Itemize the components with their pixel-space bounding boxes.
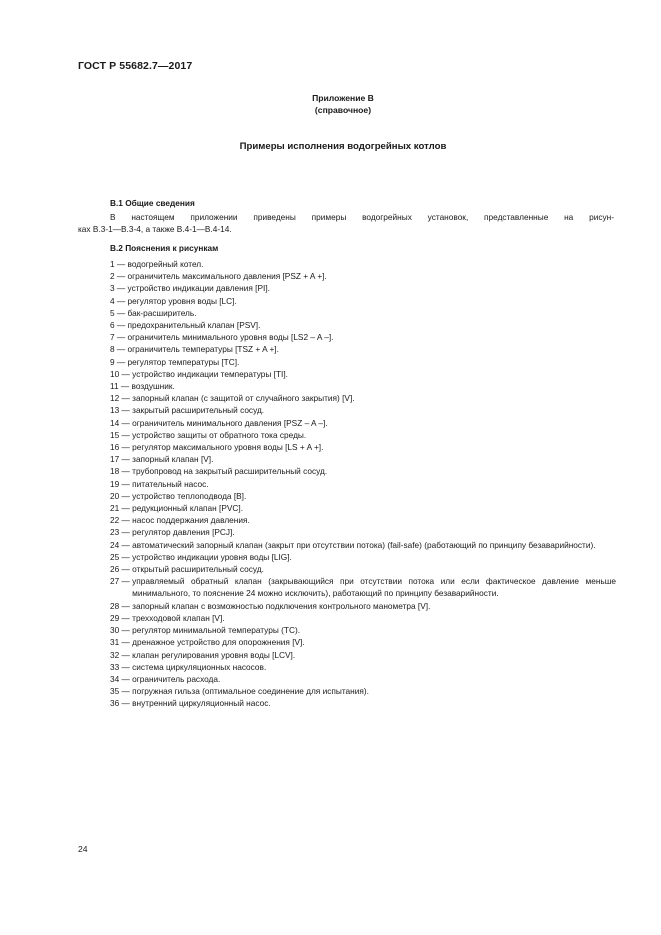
document-code: ГОСТ Р 55682.7—2017 [78, 60, 193, 72]
legend-item-text: открытый расширительный сосуд. [132, 564, 264, 575]
legend-item-number: 24 — [110, 539, 133, 550]
legend-item [110, 697, 616, 709]
legend-item-number: 12 — [110, 393, 133, 404]
legend-item-number: 18 — [110, 466, 133, 477]
legend-item [110, 368, 616, 380]
legend-item-text: ограничитель расхода. [132, 673, 221, 684]
section-heading-explanations: В.2 Пояснения к рисункам [110, 243, 219, 253]
legend-item-text: устройство теплоподвода [B]. [132, 490, 247, 501]
annex-label: Приложение В [312, 93, 374, 103]
legend-item [110, 649, 616, 661]
section-heading-general: В.1 Общие сведения [110, 198, 195, 208]
legend-item [110, 307, 616, 319]
legend-item [110, 514, 616, 526]
legend-item [110, 343, 616, 355]
legend-item [110, 661, 616, 673]
legend-item-text: питательный насос. [132, 478, 209, 489]
annex-title: Примеры исполнения водогрейных котлов [239, 141, 447, 152]
legend-item-number: 11 — [110, 381, 132, 392]
legend-item-text: ограничитель температуры [TSZ + A +]. [127, 344, 279, 355]
legend-item-text: устройство индикации температуры [TI]. [132, 368, 288, 379]
legend-item-number: 10 — [110, 368, 133, 379]
legend-item [110, 539, 616, 551]
legend-item [110, 624, 616, 636]
legend-item-text: предохранительный клапан [PSV]. [127, 320, 261, 331]
legend-item [110, 673, 616, 685]
legend-item-number: 19 — [110, 478, 133, 489]
legend-item [110, 685, 616, 697]
legend-item [110, 404, 616, 416]
legend-item-number: 21 — [110, 503, 133, 514]
annex-header [250, 93, 436, 116]
legend-item-text: бак-расширитель. [127, 307, 197, 318]
legend-item [110, 502, 616, 514]
legend-item [110, 356, 616, 368]
legend-item-number: 25 — [110, 551, 133, 562]
legend-item-number: 15 — [110, 429, 133, 440]
legend-item [110, 429, 616, 441]
legend-item [110, 380, 616, 392]
legend-item [110, 319, 616, 331]
legend-item [110, 258, 616, 270]
legend-item-text: трубопровод на закрытый расширительный сосуд. [132, 466, 328, 477]
legend-item-text: регулятор минимальной температуры (TC). [132, 625, 301, 636]
legend-item-text: регулятор уровня воды [LC]. [127, 295, 237, 306]
legend-item [110, 392, 616, 404]
legend-item-number: 3 — [110, 283, 128, 294]
legend-item [110, 295, 616, 307]
legend-item-text: регулятор давления [PCJ]. [132, 527, 235, 538]
legend-item-text: погружная гильза (оптимальное соединение для испытания). [132, 686, 369, 697]
legend-item-text: регулятор температуры [TC]. [127, 356, 240, 367]
legend-item-text: внутренний циркуляционный насос. [132, 698, 271, 709]
legend-item-number: 16 — [110, 442, 133, 453]
legend-item-number: 31 — [110, 637, 133, 648]
legend-item-text: дренажное устройство для опорожнения [V]. [132, 637, 305, 648]
legend-item-number: 1 — [110, 259, 128, 269]
legend-item [110, 441, 616, 453]
legend-item [110, 453, 616, 465]
legend-item [110, 563, 616, 575]
legend-item-text: ограничитель минимального уровня воды [LS2 – A –]. [127, 332, 334, 343]
legend-item-text: устройство индикации давления [PI]. [127, 283, 270, 294]
legend-item-text: закрытый расширительный сосуд. [132, 405, 265, 416]
page-number: 24 [78, 844, 88, 854]
legend-item [110, 465, 616, 477]
legend-item-text: устройство индикации уровня воды [LIG]. [132, 551, 292, 562]
legend-item-text: воздушник. [131, 381, 175, 392]
legend-item-number: 4 — [110, 295, 128, 306]
legend-item-number: 20 — [110, 490, 133, 501]
legend-item-number: 8 — [110, 344, 128, 355]
legend-item [110, 331, 616, 343]
legend-item [110, 490, 616, 502]
legend-item-number: 28 — [110, 600, 133, 611]
legend-item-text: автоматический запорный клапан (закрыт при отсутствии потока) (fail-safe) (работающий по принципу безаварийности). [132, 539, 596, 550]
legend-item [110, 575, 616, 599]
legend-item-text: клапан регулирования уровня воды [LCV]. [132, 649, 296, 660]
section-general-paragraph [78, 211, 614, 235]
legend-item-number: 34 — [110, 673, 133, 684]
legend-item-number: 6 — [110, 320, 128, 331]
legend-item [110, 600, 616, 612]
legend-item-text: управляемый обратный клапан (закрывающийся при отсутствии потока или если фактическое давление меньше минимального, то пояснение 24 можно исключить), работающий по принципу безаварийности. [132, 576, 616, 599]
legend-item [110, 417, 616, 429]
legend-item [110, 636, 616, 648]
legend-item-number: 35 — [110, 686, 133, 697]
legend-item-number: 33 — [110, 661, 133, 672]
legend-item [110, 612, 616, 624]
legend-item-number: 2 — [110, 271, 128, 282]
legend-item-text: редукционный клапан [PVC]. [132, 503, 244, 514]
legend-item-number: 14 — [110, 417, 133, 428]
legend-item-text: устройство защиты от обратного тока среды. [132, 429, 307, 440]
legend-item-text: ограничитель минимального давления [PSZ – A –]. [132, 417, 328, 428]
legend-item-number: 27 — [110, 576, 133, 587]
legend-item [110, 270, 616, 282]
legend-item-number: 36 — [110, 698, 133, 709]
legend-item-text: ограничитель максимального давления [PSZ + A +]. [127, 271, 327, 282]
legend-item-text: насос поддержания давления. [132, 515, 250, 526]
legend-item [110, 478, 616, 490]
legend-item-text: водогрейный котел. [127, 259, 204, 269]
legend-item-text: трехходовой клапан [V]. [132, 612, 225, 623]
legend-item-number: 9 — [110, 356, 128, 367]
legend-item-text: запорный клапан с возможностью подключения контрольного манометра [V]. [132, 600, 431, 611]
legend-item-number: 13 — [110, 405, 133, 416]
legend-item-number: 26 — [110, 564, 133, 575]
legend-item-number: 17 — [110, 454, 133, 465]
legend-item-number: 23 — [110, 527, 133, 538]
legend-item [110, 551, 616, 563]
legend-item-number: 32 — [110, 649, 133, 660]
legend-item-number: 30 — [110, 625, 133, 636]
legend-item-number: 22 — [110, 515, 133, 526]
legend-item-number: 7 — [110, 332, 128, 343]
paragraph-line-1: В настоящем приложении приведены примеры водогрейных установок, представленные на рисун- [110, 212, 614, 222]
legend-item-text: запорный клапан (с защитой от случайного закрытия) [V]. [132, 393, 355, 404]
legend-item-number: 5 — [110, 307, 128, 318]
legend-item [110, 526, 616, 538]
legend-item [110, 282, 616, 294]
legend-item-text: регулятор максимального уровня воды [LS + A +]. [132, 442, 324, 453]
legend-item-text: запорный клапан [V]. [132, 454, 214, 465]
annex-type: (справочное) [314, 104, 372, 115]
paragraph-line-2: ках В.3-1—В.3-4, а также В.4-1—В.4-14. [78, 224, 232, 234]
legend-item-number: 29 — [110, 612, 133, 623]
legend-item-text: система циркуляционных насосов. [132, 661, 267, 672]
legend-list [110, 258, 616, 710]
